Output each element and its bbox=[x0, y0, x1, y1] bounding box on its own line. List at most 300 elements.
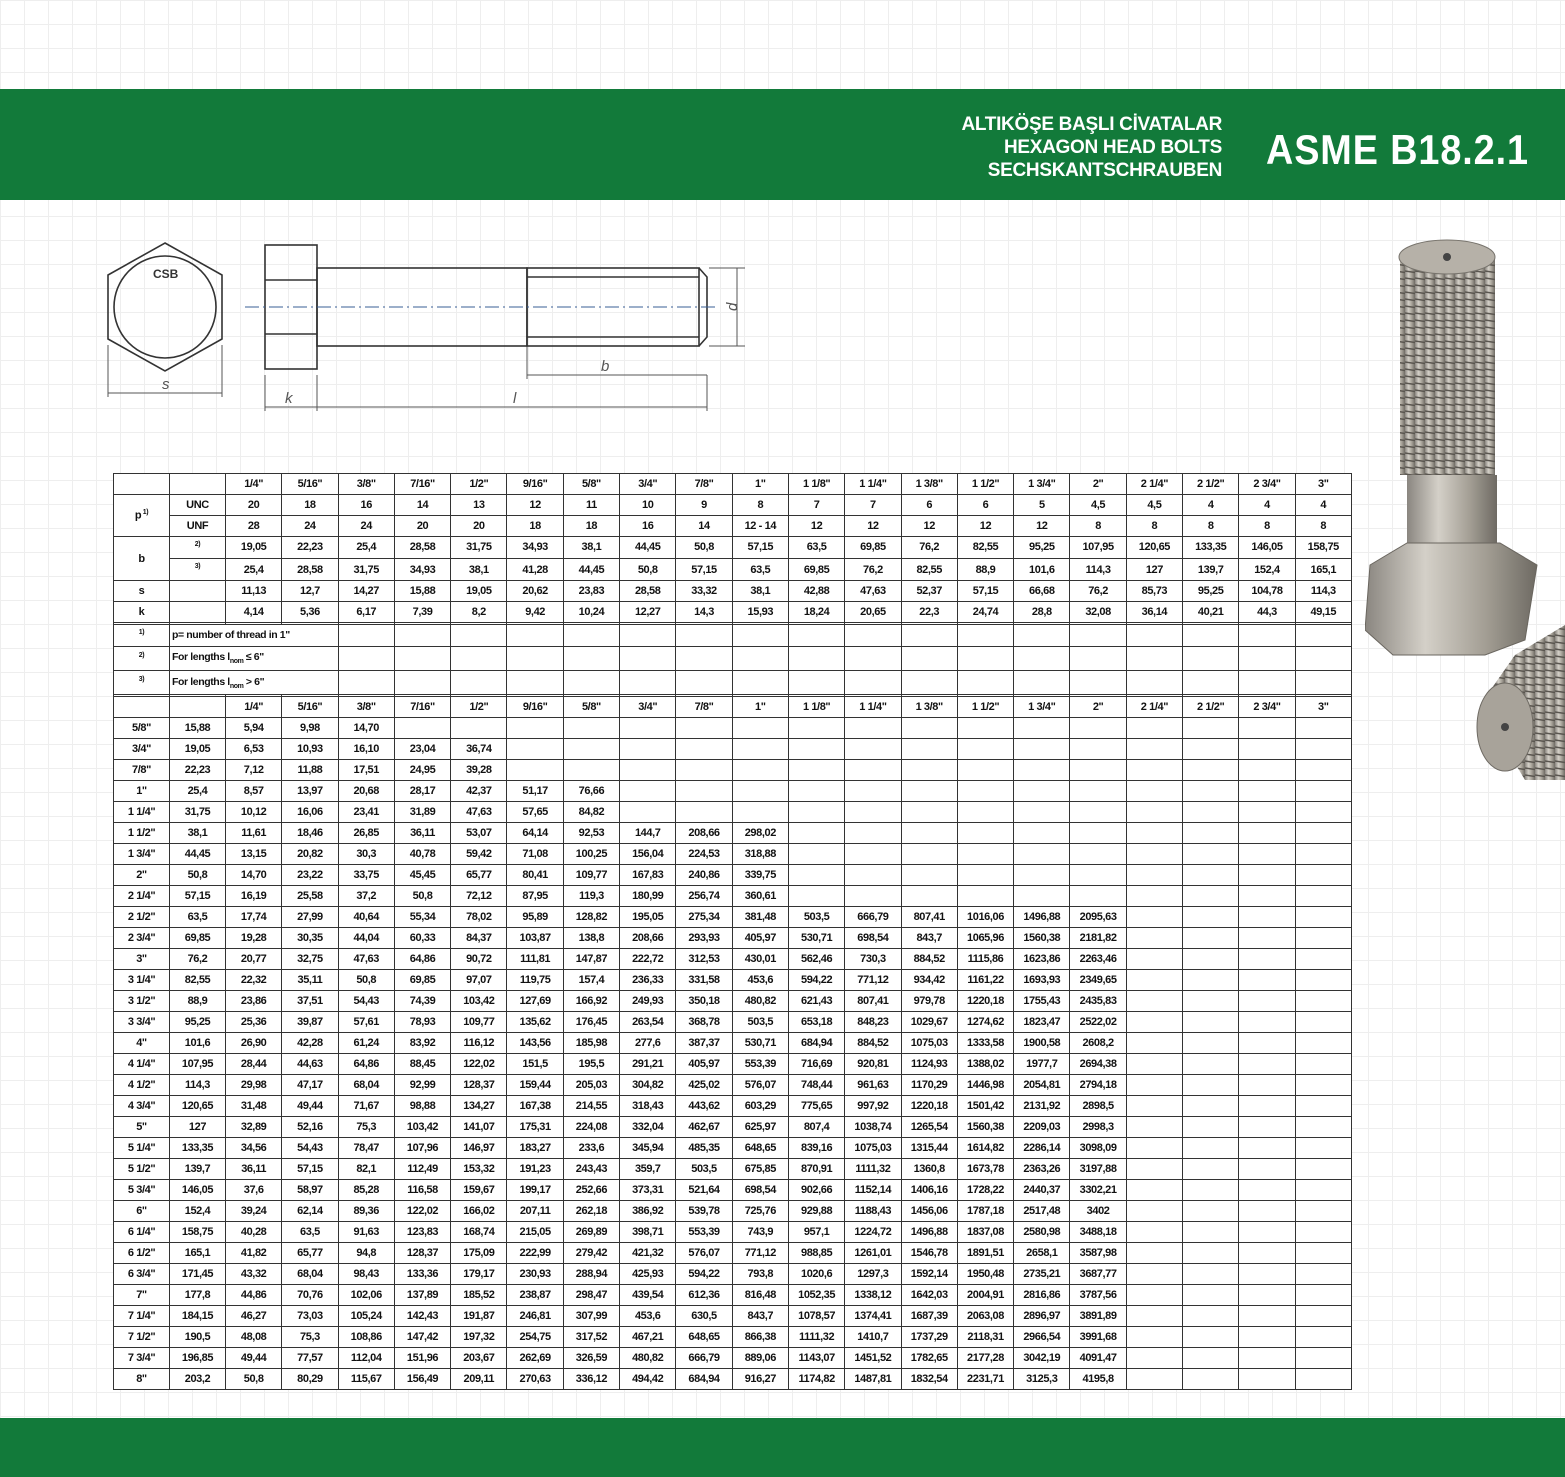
blank-cell bbox=[620, 646, 676, 670]
weight-cell: 26,90 bbox=[226, 1032, 282, 1053]
weight-cell: 25,36 bbox=[226, 1011, 282, 1032]
weight-cell: 72,12 bbox=[451, 885, 507, 906]
head-height-row bbox=[114, 602, 1352, 623]
weight-cell: 70,76 bbox=[282, 1284, 338, 1305]
s-cell: 11,13 bbox=[226, 581, 282, 602]
length-mm-cell: 177,8 bbox=[170, 1284, 226, 1305]
length-inch-cell: 2 1/2" bbox=[114, 906, 170, 927]
weight-cell: 88,45 bbox=[394, 1053, 450, 1074]
length-mm-cell: 31,75 bbox=[170, 801, 226, 822]
note-row bbox=[114, 646, 1352, 670]
weight-cell: 84,82 bbox=[563, 801, 619, 822]
weight-cell: 23,04 bbox=[394, 739, 450, 760]
weight-cell: 339,75 bbox=[732, 864, 788, 885]
weight-cell bbox=[1126, 843, 1182, 864]
weight-cell: 179,17 bbox=[451, 1263, 507, 1284]
weight-cell: 553,39 bbox=[732, 1053, 788, 1074]
b-long-cell: 44,45 bbox=[563, 559, 619, 581]
weight-cell: 128,37 bbox=[451, 1074, 507, 1095]
b-short-cell: 69,85 bbox=[845, 536, 901, 558]
weight-cell: 147,87 bbox=[563, 948, 619, 969]
b-long-cell: 41,28 bbox=[507, 559, 563, 581]
weight-cell: 1787,18 bbox=[957, 1200, 1013, 1221]
weight-cell: 87,95 bbox=[507, 885, 563, 906]
title-german: SECHSKANTSCHRAUBEN bbox=[987, 160, 1222, 181]
weight-cell: 2966,54 bbox=[1014, 1326, 1070, 1347]
weight-cell: 42,37 bbox=[451, 780, 507, 801]
weight-cell bbox=[901, 822, 957, 843]
length-row bbox=[114, 1200, 1352, 1221]
weight-cell: 20,82 bbox=[282, 843, 338, 864]
blank-cell bbox=[732, 624, 788, 646]
weight-cell bbox=[1126, 1284, 1182, 1305]
weight-cell: 653,18 bbox=[788, 1011, 844, 1032]
weight-cell bbox=[1183, 885, 1239, 906]
weight-cell: 1487,81 bbox=[845, 1368, 901, 1389]
weight-cell bbox=[563, 759, 619, 780]
weight-cell bbox=[1183, 1179, 1239, 1200]
b-short-cell: 107,95 bbox=[1070, 536, 1126, 558]
weight-cell: 127,69 bbox=[507, 990, 563, 1011]
length-inch-cell: 5" bbox=[114, 1116, 170, 1137]
weight-cell: 116,12 bbox=[451, 1032, 507, 1053]
unf-label: UNF bbox=[170, 515, 226, 536]
weight-cell: 503,5 bbox=[676, 1158, 732, 1179]
weight-cell bbox=[1183, 1242, 1239, 1263]
weight-cell: 1038,74 bbox=[845, 1116, 901, 1137]
weight-cell: 142,43 bbox=[394, 1305, 450, 1326]
weight-cell: 17,51 bbox=[338, 759, 394, 780]
unc-cell: 9 bbox=[676, 494, 732, 515]
weight-cell: 1546,78 bbox=[901, 1242, 957, 1263]
weight-cell bbox=[1183, 1137, 1239, 1158]
k-cell: 22,3 bbox=[901, 602, 957, 623]
weight-cell: 521,64 bbox=[676, 1179, 732, 1200]
weight-cell: 621,43 bbox=[788, 990, 844, 1011]
unc-cell: 5 bbox=[1014, 494, 1070, 515]
weight-cell bbox=[1295, 1200, 1351, 1221]
length-row bbox=[114, 1074, 1352, 1095]
title-english: HEXAGON HEAD BOLTS bbox=[1003, 137, 1222, 158]
length-row bbox=[114, 1137, 1352, 1158]
weight-cell: 40,78 bbox=[394, 843, 450, 864]
blank-cell bbox=[957, 646, 1013, 670]
k-cell: 15,93 bbox=[732, 602, 788, 623]
weight-cell: 230,93 bbox=[507, 1263, 563, 1284]
weight-cell: 153,32 bbox=[451, 1158, 507, 1179]
blank-cell bbox=[1126, 671, 1182, 695]
blank-cell bbox=[451, 624, 507, 646]
length-row bbox=[114, 1221, 1352, 1242]
blank-cell bbox=[732, 646, 788, 670]
length-mm-cell: 133,35 bbox=[170, 1137, 226, 1158]
weight-cell: 2898,5 bbox=[1070, 1095, 1126, 1116]
weight-cell bbox=[1295, 1158, 1351, 1179]
b-long-cell: 127 bbox=[1126, 559, 1182, 581]
blank-cell bbox=[788, 671, 844, 695]
length-mm-cell: 25,4 bbox=[170, 780, 226, 801]
unc-cell: 4 bbox=[1295, 494, 1351, 515]
weight-cell: 293,93 bbox=[676, 927, 732, 948]
unf-cell: 8 bbox=[1070, 515, 1126, 536]
weight-cell: 37,2 bbox=[338, 885, 394, 906]
weight-cell bbox=[620, 759, 676, 780]
weight-cell: 39,28 bbox=[451, 759, 507, 780]
weight-cell bbox=[1014, 759, 1070, 780]
weight-cell: 263,54 bbox=[620, 1011, 676, 1032]
weight-cell: 108,86 bbox=[338, 1326, 394, 1347]
weight-cell bbox=[957, 843, 1013, 864]
weight-cell: 1297,3 bbox=[845, 1263, 901, 1284]
weight-cell bbox=[1126, 1095, 1182, 1116]
length-row bbox=[114, 1263, 1352, 1284]
weight-cell bbox=[957, 885, 1013, 906]
weight-cell: 1152,14 bbox=[845, 1179, 901, 1200]
weight-cell: 175,31 bbox=[507, 1116, 563, 1137]
weight-cell: 345,94 bbox=[620, 1137, 676, 1158]
length-inch-cell: 1 3/4" bbox=[114, 843, 170, 864]
weight-cell bbox=[1070, 759, 1126, 780]
weight-cell: 94,8 bbox=[338, 1242, 394, 1263]
b-long-cell: 31,75 bbox=[338, 559, 394, 581]
weight-cell: 50,8 bbox=[226, 1368, 282, 1389]
blank-cell bbox=[170, 602, 226, 623]
weight-cell: 2286,14 bbox=[1014, 1137, 1070, 1158]
weight-cell: 648,65 bbox=[732, 1137, 788, 1158]
weight-cell bbox=[957, 739, 1013, 760]
weight-cell bbox=[1126, 1200, 1182, 1221]
weight-cell: 2177,28 bbox=[957, 1347, 1013, 1368]
b-short-cell: 146,05 bbox=[1239, 536, 1295, 558]
length-row bbox=[114, 1095, 1352, 1116]
unc-cell: 4,5 bbox=[1126, 494, 1182, 515]
weight-cell: 1124,93 bbox=[901, 1053, 957, 1074]
weight-cell: 839,16 bbox=[788, 1137, 844, 1158]
weight-cell: 73,03 bbox=[282, 1305, 338, 1326]
weight-cell: 961,63 bbox=[845, 1074, 901, 1095]
weight-cell: 254,75 bbox=[507, 1326, 563, 1347]
weight-cell: 2181,82 bbox=[1070, 927, 1126, 948]
weight-cell bbox=[788, 843, 844, 864]
weight-cell: 262,18 bbox=[563, 1200, 619, 1221]
length-inch-cell: 4" bbox=[114, 1032, 170, 1053]
length-inch-cell: 7 1/4" bbox=[114, 1305, 170, 1326]
size-header-cell: 1" bbox=[732, 474, 788, 495]
weight-cell: 1075,03 bbox=[845, 1137, 901, 1158]
k-cell: 40,21 bbox=[1183, 602, 1239, 623]
blank-cell bbox=[1070, 671, 1126, 695]
weight-cell: 1111,32 bbox=[788, 1326, 844, 1347]
weight-cell bbox=[1183, 739, 1239, 760]
weight-cell: 1977,7 bbox=[1014, 1053, 1070, 1074]
length-mm-cell: 139,7 bbox=[170, 1158, 226, 1179]
weight-cell: 1451,52 bbox=[845, 1347, 901, 1368]
weight-cell: 494,42 bbox=[620, 1368, 676, 1389]
note-ref-2: 2) bbox=[170, 536, 226, 558]
length-inch-cell: 2 3/4" bbox=[114, 927, 170, 948]
weight-cell: 13,15 bbox=[226, 843, 282, 864]
length-mm-cell: 15,88 bbox=[170, 718, 226, 739]
length-row bbox=[114, 969, 1352, 990]
weight-cell bbox=[1126, 780, 1182, 801]
weight-cell: 112,04 bbox=[338, 1347, 394, 1368]
weight-cell: 205,03 bbox=[563, 1074, 619, 1095]
weight-cell: 648,65 bbox=[676, 1326, 732, 1347]
weight-cell: 425,93 bbox=[620, 1263, 676, 1284]
weight-cell bbox=[1014, 780, 1070, 801]
length-row bbox=[114, 864, 1352, 885]
length-mm-cell: 38,1 bbox=[170, 822, 226, 843]
weight-cell bbox=[901, 864, 957, 885]
b-long-cell: 34,93 bbox=[394, 559, 450, 581]
weight-cell bbox=[1014, 822, 1070, 843]
weight-cell: 1078,57 bbox=[788, 1305, 844, 1326]
weight-cell: 222,99 bbox=[507, 1242, 563, 1263]
weight-cell: 69,85 bbox=[394, 969, 450, 990]
weight-cell bbox=[1014, 718, 1070, 739]
weight-cell: 3488,18 bbox=[1070, 1221, 1126, 1242]
unc-cell: 7 bbox=[845, 494, 901, 515]
weight-cell: 716,69 bbox=[788, 1053, 844, 1074]
weight-cell: 2658,1 bbox=[1014, 1242, 1070, 1263]
blank-cell bbox=[1239, 671, 1295, 695]
weight-cell: 1496,88 bbox=[901, 1221, 957, 1242]
hex-head-end-view bbox=[108, 243, 222, 371]
weight-cell: 40,64 bbox=[338, 906, 394, 927]
length-mm-cell: 82,55 bbox=[170, 969, 226, 990]
blank-cell bbox=[451, 671, 507, 695]
weight-cell bbox=[1183, 1053, 1239, 1074]
weight-cell: 360,61 bbox=[732, 885, 788, 906]
note-ref-3: 3) bbox=[170, 559, 226, 581]
weight-cell: 889,06 bbox=[732, 1347, 788, 1368]
length-row bbox=[114, 927, 1352, 948]
weight-cell: 208,66 bbox=[676, 822, 732, 843]
weight-cell: 122,02 bbox=[451, 1053, 507, 1074]
weight-cell: 11,88 bbox=[282, 759, 338, 780]
weight-cell bbox=[788, 822, 844, 843]
weight-cell bbox=[1070, 780, 1126, 801]
weight-cell bbox=[1183, 1305, 1239, 1326]
unf-cell: 12 bbox=[845, 515, 901, 536]
weight-cell bbox=[1070, 801, 1126, 822]
weight-cell: 42,28 bbox=[282, 1032, 338, 1053]
weight-cell: 485,35 bbox=[676, 1137, 732, 1158]
size-header-cell: 1 3/8" bbox=[901, 474, 957, 495]
weight-cell: 40,28 bbox=[226, 1221, 282, 1242]
length-inch-cell: 7" bbox=[114, 1284, 170, 1305]
weight-cell bbox=[788, 864, 844, 885]
b-short-cell: 31,75 bbox=[451, 536, 507, 558]
length-row bbox=[114, 1116, 1352, 1137]
weight-cell: 530,71 bbox=[788, 927, 844, 948]
weight-cell bbox=[1295, 1326, 1351, 1347]
weight-cell: 191,87 bbox=[451, 1305, 507, 1326]
b-short-cell: 95,25 bbox=[1014, 536, 1070, 558]
s-cell: 66,68 bbox=[1014, 581, 1070, 602]
weight-cell: 90,72 bbox=[451, 948, 507, 969]
weight-cell: 156,04 bbox=[620, 843, 676, 864]
weight-cell: 80,29 bbox=[282, 1368, 338, 1389]
blank-cell bbox=[620, 624, 676, 646]
weight-cell bbox=[732, 739, 788, 760]
weight-cell: 224,53 bbox=[676, 843, 732, 864]
weight-cell: 398,71 bbox=[620, 1221, 676, 1242]
dimension-label-d: d bbox=[724, 302, 741, 311]
weight-cell: 743,9 bbox=[732, 1221, 788, 1242]
weight-cell bbox=[1183, 948, 1239, 969]
size-header-cell: 5/8" bbox=[563, 697, 619, 718]
b-short-cell: 82,55 bbox=[957, 536, 1013, 558]
weight-cell: 318,88 bbox=[732, 843, 788, 864]
weight-cell: 91,63 bbox=[338, 1221, 394, 1242]
length-inch-cell: 1 1/2" bbox=[114, 822, 170, 843]
weight-cell: 807,41 bbox=[901, 906, 957, 927]
weight-cell: 1832,54 bbox=[901, 1368, 957, 1389]
unf-cell: 12 bbox=[901, 515, 957, 536]
weight-cell: 3687,77 bbox=[1070, 1263, 1126, 1284]
length-mm-cell: 57,15 bbox=[170, 885, 226, 906]
dimension-label-k: k bbox=[285, 390, 293, 407]
length-mm-cell: 190,5 bbox=[170, 1326, 226, 1347]
weight-cell: 122,02 bbox=[394, 1200, 450, 1221]
weight-cell: 326,59 bbox=[563, 1347, 619, 1368]
weight-cell: 439,54 bbox=[620, 1284, 676, 1305]
weight-cell bbox=[620, 718, 676, 739]
weight-cell bbox=[563, 718, 619, 739]
weight-cell: 2794,18 bbox=[1070, 1074, 1126, 1095]
weight-cell: 317,52 bbox=[563, 1326, 619, 1347]
weight-cell bbox=[1183, 1032, 1239, 1053]
weight-cell bbox=[676, 780, 732, 801]
weight-cell: 2694,38 bbox=[1070, 1053, 1126, 1074]
weight-cell: 119,3 bbox=[563, 885, 619, 906]
width-across-flats-row bbox=[114, 581, 1352, 602]
weight-cell: 275,34 bbox=[676, 906, 732, 927]
blank-cell bbox=[676, 646, 732, 670]
weight-cell: 2435,83 bbox=[1070, 990, 1126, 1011]
weight-cell bbox=[1183, 759, 1239, 780]
length-mm-cell: 184,15 bbox=[170, 1305, 226, 1326]
length-inch-cell: 6 1/2" bbox=[114, 1242, 170, 1263]
k-cell: 10,24 bbox=[563, 602, 619, 623]
weight-cell bbox=[1295, 1053, 1351, 1074]
weight-cell: 44,86 bbox=[226, 1284, 282, 1305]
b-short-cell: 57,15 bbox=[732, 536, 788, 558]
weight-cell: 1143,07 bbox=[788, 1347, 844, 1368]
weight-cell: 28,17 bbox=[394, 780, 450, 801]
weight-cell bbox=[1183, 1011, 1239, 1032]
unf-cell: 12 bbox=[788, 515, 844, 536]
weight-cell: 666,79 bbox=[676, 1347, 732, 1368]
weight-cell: 209,11 bbox=[451, 1368, 507, 1389]
weight-cell: 3042,19 bbox=[1014, 1347, 1070, 1368]
weight-cell bbox=[1014, 801, 1070, 822]
weight-cell bbox=[1126, 801, 1182, 822]
blank-cell bbox=[1014, 671, 1070, 695]
weight-cell: 71,08 bbox=[507, 843, 563, 864]
size-header-cell: 1 1/4" bbox=[845, 697, 901, 718]
weight-cell: 2131,92 bbox=[1014, 1095, 1070, 1116]
weight-cell bbox=[1014, 864, 1070, 885]
weight-cell bbox=[1239, 780, 1295, 801]
weight-cell: 191,23 bbox=[507, 1158, 563, 1179]
weight-cell: 64,86 bbox=[394, 948, 450, 969]
dimension-label-b: b bbox=[601, 358, 610, 375]
weight-cell bbox=[788, 718, 844, 739]
weight-cell bbox=[1295, 1032, 1351, 1053]
weight-cell: 1315,44 bbox=[901, 1137, 957, 1158]
size-header-cell: 2 3/4" bbox=[1239, 697, 1295, 718]
weight-cell bbox=[1239, 1158, 1295, 1179]
weight-cell: 166,92 bbox=[563, 990, 619, 1011]
weight-cell bbox=[1183, 780, 1239, 801]
b-long-cell: 28,58 bbox=[282, 559, 338, 581]
blank-cell bbox=[1014, 624, 1070, 646]
weight-cell: 128,82 bbox=[563, 906, 619, 927]
size-header-cell: 1 1/2" bbox=[957, 697, 1013, 718]
blank-cell bbox=[901, 646, 957, 670]
weight-cell: 133,36 bbox=[394, 1263, 450, 1284]
weight-cell: 8,57 bbox=[226, 780, 282, 801]
weight-cell: 92,99 bbox=[394, 1074, 450, 1095]
weight-cell: 1693,93 bbox=[1014, 969, 1070, 990]
b-long-cell: 114,3 bbox=[1070, 559, 1126, 581]
weight-cell: 1560,38 bbox=[957, 1116, 1013, 1137]
unc-cell: 10 bbox=[620, 494, 676, 515]
size-header-cell: 3" bbox=[1295, 474, 1351, 495]
weight-cell bbox=[957, 718, 1013, 739]
weight-cell: 793,8 bbox=[732, 1263, 788, 1284]
k-cell: 49,15 bbox=[1295, 602, 1351, 623]
weight-cell: 2231,71 bbox=[957, 1368, 1013, 1389]
weight-cell bbox=[1295, 1116, 1351, 1137]
weight-cell: 2363,26 bbox=[1014, 1158, 1070, 1179]
weight-cell bbox=[1295, 1263, 1351, 1284]
weight-cell bbox=[1239, 718, 1295, 739]
weight-cell bbox=[1070, 843, 1126, 864]
weight-cell bbox=[620, 801, 676, 822]
blank-cell bbox=[507, 624, 563, 646]
weight-cell: 1360,8 bbox=[901, 1158, 957, 1179]
size-header-cell: 7/8" bbox=[676, 474, 732, 495]
weight-cell: 1560,38 bbox=[1014, 927, 1070, 948]
b-long-cell: 69,85 bbox=[788, 559, 844, 581]
weight-cell bbox=[1126, 739, 1182, 760]
length-mm-cell: 165,1 bbox=[170, 1242, 226, 1263]
weight-cell: 288,94 bbox=[563, 1263, 619, 1284]
weight-cell: 30,3 bbox=[338, 843, 394, 864]
weight-cell: 27,99 bbox=[282, 906, 338, 927]
length-inch-cell: 7 3/4" bbox=[114, 1347, 170, 1368]
unf-cell: 14 bbox=[676, 515, 732, 536]
b-long-cell: 25,4 bbox=[226, 559, 282, 581]
weight-cell: 10,93 bbox=[282, 739, 338, 760]
unc-cell: 7 bbox=[788, 494, 844, 515]
weight-cell: 594,22 bbox=[788, 969, 844, 990]
weight-cell bbox=[901, 801, 957, 822]
blank-cell bbox=[507, 671, 563, 695]
weight-cell bbox=[1126, 1074, 1182, 1095]
weight-cell: 848,23 bbox=[845, 1011, 901, 1032]
weight-cell: 368,78 bbox=[676, 1011, 732, 1032]
weight-cell: 61,24 bbox=[338, 1032, 394, 1053]
weight-cell bbox=[1239, 948, 1295, 969]
weight-cell: 336,12 bbox=[563, 1368, 619, 1389]
weight-cell: 576,07 bbox=[676, 1242, 732, 1263]
weight-cell: 467,21 bbox=[620, 1326, 676, 1347]
unc-cell: 6 bbox=[901, 494, 957, 515]
